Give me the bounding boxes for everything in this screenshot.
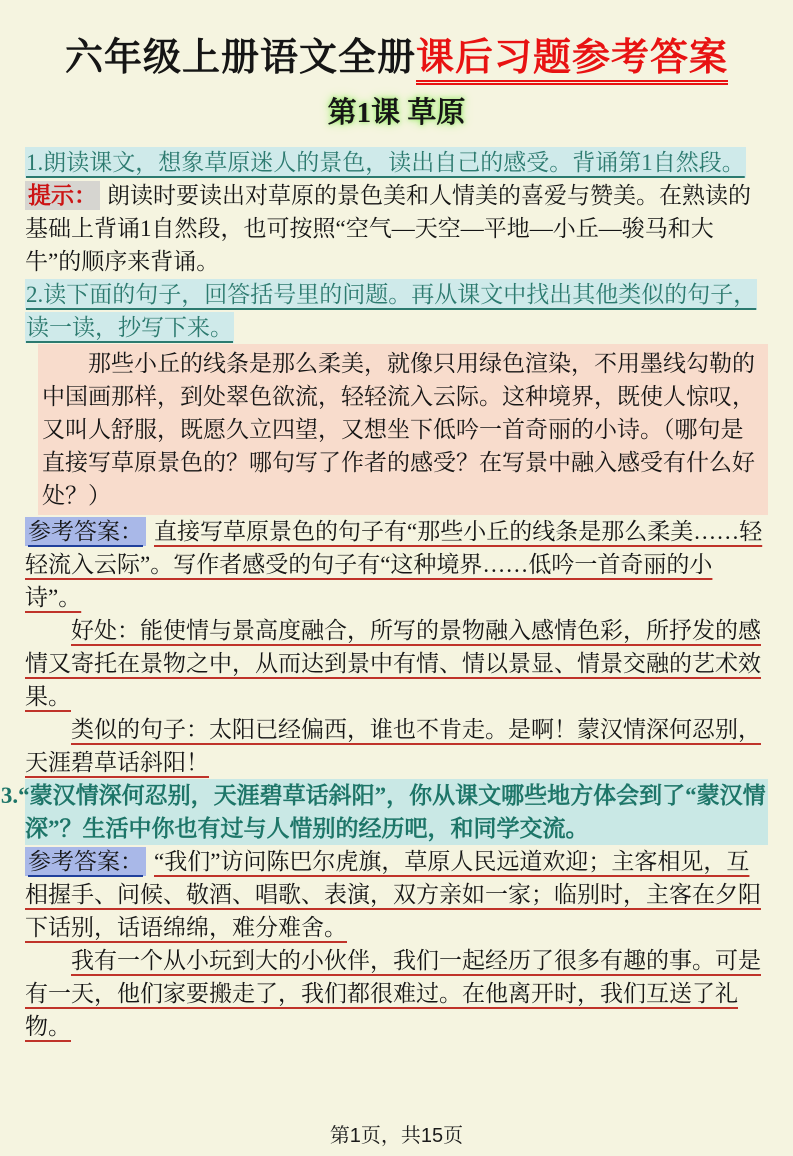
lesson-heading: 第1课 草原	[327, 97, 466, 129]
question-3-text: 3.“蒙汉情深何忍别，天涯碧草话斜阳”，你从课文哪些地方体会到了“蒙汉情深”？生活中你也有过与人惜别的经历吧，和同学交流。	[0, 783, 766, 841]
answer-3-personal-paragraph	[25, 944, 768, 1043]
hint-paragraph	[25, 179, 768, 278]
textbook-passage-text: 那些小丘的线条是那么柔美，就像只用绿色渲染，不用墨线勾勒的中国画那样，到处翠色欲流，轻轻流入云际。这种境界，既使人惊叹，又叫人舒服，既愿久立四望，又想坐下低吟一首奇丽的小诗。（哪句是直接写草原景色的？哪句写了作者的感受？在写景中融入感受有什么好处？）	[42, 351, 755, 508]
answer-1-similar-paragraph	[25, 713, 768, 779]
textbook-passage	[38, 344, 768, 515]
document-page	[0, 34, 793, 1043]
question-2-text: 2.读下面的句子，回答括号里的问题。再从课文中找出其他类似的句子，读一读，抄写下来。	[25, 279, 757, 343]
document-title	[25, 34, 768, 82]
answer-1-similar-text: 类似的句子：太阳已经偏西，谁也不肯走。是啊！蒙汉情深何忍别，天涯碧草话斜阳！	[25, 717, 761, 775]
answer-1-benefit-paragraph	[25, 614, 768, 713]
hint-text: 朗读时要读出对草原的景色美和人情美的喜爱与赞美。在熟读的基础上背诵1自然段，也可按照“空气—天空—平地—小丘—骏马和大牛”的顺序来背诵。	[25, 183, 751, 274]
page-number-footer: 第1页，共15页	[329, 1125, 464, 1147]
question-2	[25, 278, 768, 344]
question-1-text: 1.朗读课文，想象草原迷人的景色，读出自己的感受。背诵第1自然段。	[25, 147, 746, 178]
document-title-black-segment: 六年级上册语文全册	[64, 37, 416, 79]
question-1	[25, 146, 768, 179]
answer-1-benefit-text: 好处：能使情与景高度融合，所写的景物融入感情色彩，所抒发的感情又寄托在景物之中，从而达到景中有情、情以景显、情景交融的艺术效果。	[25, 618, 761, 709]
question-3	[0, 779, 768, 845]
answer-1-paragraph	[25, 515, 768, 614]
answer-3-main-text: “我们”访问陈巴尔虎旗，草原人民远道欢迎；主客相见，互相握手、问候、敬酒、唱歌、表演，双方亲如一家；临别时，主客在夕阳下话别，话语绵绵，难分难舍。	[25, 849, 761, 940]
answer-1-label: 参考答案：	[25, 517, 146, 546]
document-title-red-segment: 课后习题参考答案	[416, 37, 728, 85]
answer-3-paragraph	[25, 845, 768, 944]
answer-1-main-text: 直接写草原景色的句子有“那些小丘的线条是那么柔美……轻轻流入云际”。写作者感受的句子有“这种境界……低吟一首奇丽的小诗”。	[25, 519, 763, 610]
document-body	[0, 146, 768, 1043]
answer-3-personal-text: 我有一个从小玩到大的小伙伴，我们一起经历了很多有趣的事。可是有一天，他们家要搬走了，我们都很难过。在他离开时，我们互送了礼物。	[25, 948, 761, 1039]
answer-3-label: 参考答案：	[25, 847, 146, 876]
hint-label: 提示：	[25, 181, 100, 210]
